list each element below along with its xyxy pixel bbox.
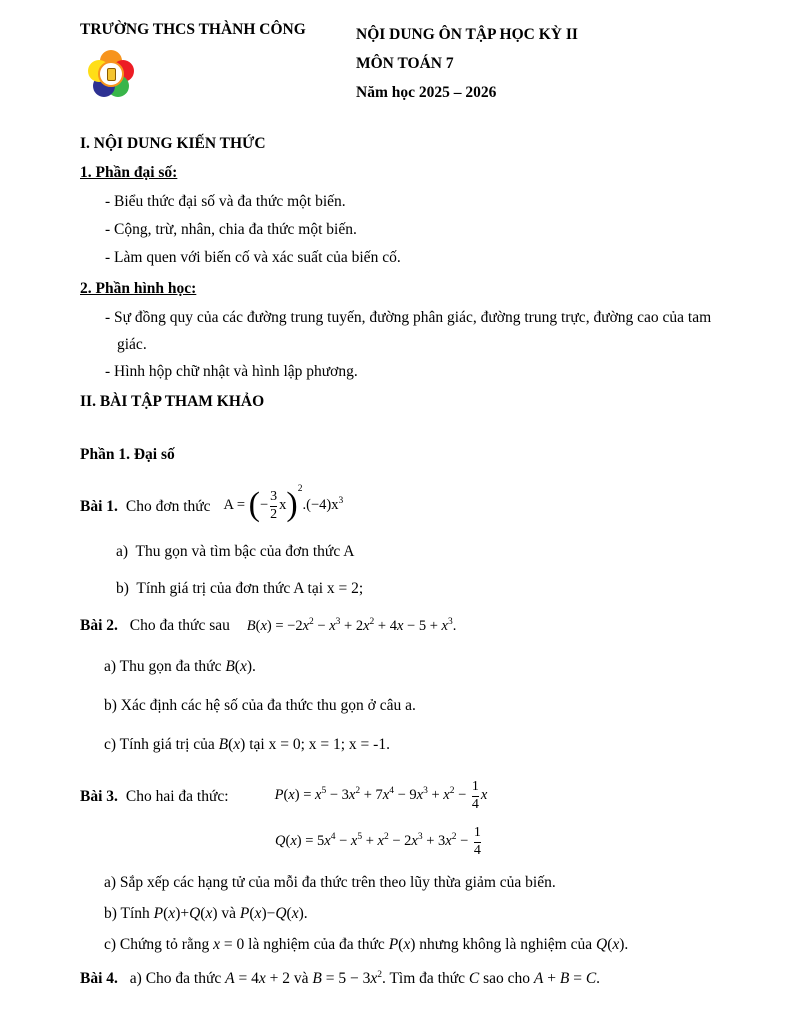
algebra-heading: 1. Phần đại số:	[80, 164, 178, 181]
list-item: - Làm quen với biến cố và xác suất của biến cố.	[105, 249, 401, 266]
exercise-item: c) Tính giá trị của B(x) tại x = 0; x = 1; x = -1.	[104, 736, 390, 753]
exercise-4-line: a) Cho đa thức A = 4x + 2 và $B = 5 - 3x^2$. Tìm đa thức C sao cho A + B = C.	[129, 969, 601, 987]
exercise-2-label: Bài 2.	[80, 617, 118, 634]
exercise-item: b) Tính P(x)+Q(x) và P(x)−Q(x).	[104, 905, 308, 922]
exercise-4	[80, 968, 714, 989]
exercise-3-label: Bài 3.	[80, 787, 118, 805]
doc-title: NỘI DUNG ÔN TẬP HỌC KỲ II	[356, 26, 578, 43]
page-header	[80, 20, 714, 107]
logo-figure-icon	[107, 68, 116, 81]
algebra-list	[80, 188, 714, 272]
exercise-3-formula-q: $Q(x) = 5x^4 - x^5 + x^2 - 2x^3 + 3x^2$ − $\frac{1}{4}$	[275, 825, 481, 858]
exercise-item: b) Tính giá trị của đơn thức A tại x = 2;	[116, 580, 364, 597]
exercise-3-formula-p: $P(x) = x^5 - 3x^2 + 7x^4 - 9x^3 + x^2$ − $\frac{1}{4}$ x	[274, 779, 488, 812]
part1-heading: Phần 1. Đại số	[80, 446, 175, 463]
logo-center-icon	[98, 61, 124, 87]
list-item: - Sự đồng quy của các đường trung tuyến, đường phân giác, đường trung trực, đường cao của tam giác.	[105, 309, 712, 353]
geometry-heading: 2. Phần hình học:	[80, 280, 197, 297]
list-item: - Cộng, trừ, nhân, chia đa thức một biến.	[105, 221, 357, 238]
exercise-1-label: Bài 1.	[80, 497, 118, 515]
doc-subject: MÔN TOÁN 7	[356, 55, 454, 72]
exercise-item: a) Thu gọn đa thức B(x).	[104, 658, 256, 675]
geometry-list	[80, 304, 714, 385]
exercise-2-intro: Cho đa thức sau	[129, 617, 230, 634]
section2-title: II. BÀI TẬP THAM KHẢO	[80, 393, 265, 410]
exercise-2-formula: $B(x) = -2x^2 - x^3 + 2x^2 + 4x - 5 + x^3$.	[246, 617, 457, 634]
exercise-1-formula: A = (− $\frac{3}{2}$ $x)^2.(-4)x^3$	[223, 483, 344, 523]
exercise-4-label: Bài 4.	[80, 970, 118, 987]
list-item: - Hình hộp chữ nhật và hình lập phương.	[105, 363, 358, 380]
school-name: TRƯỜNG THCS THÀNH CÔNG	[80, 21, 306, 38]
list-item: - Biểu thức đại số và đa thức một biến.	[105, 193, 346, 210]
exercise-1	[80, 479, 714, 599]
exercise-item: a) Thu gọn và tìm bậc của đơn thức A	[116, 543, 355, 560]
exercise-2	[80, 615, 714, 755]
exercise-item: a) Sắp xếp các hạng tử của mỗi đa thức trên theo lũy thừa giảm của biến.	[104, 874, 556, 891]
school-logo-icon	[86, 49, 136, 99]
exercise-1-intro: Cho đơn thức	[125, 497, 211, 515]
exercise-3-intro: Cho hai đa thức:	[125, 787, 229, 805]
exercise-item: b) Xác định các hệ số của đa thức thu gọn ở câu a.	[104, 697, 416, 714]
exercise-3	[80, 773, 714, 955]
doc-school-year: Năm học 2025 – 2026	[356, 84, 497, 101]
section1-title: I. NỘI DUNG KIẾN THỨC	[80, 135, 266, 152]
exercise-item: c) Chứng tỏ rằng x = 0 là nghiệm của đa thức P(x) nhưng không là nghiệm của Q(x).	[104, 936, 629, 953]
